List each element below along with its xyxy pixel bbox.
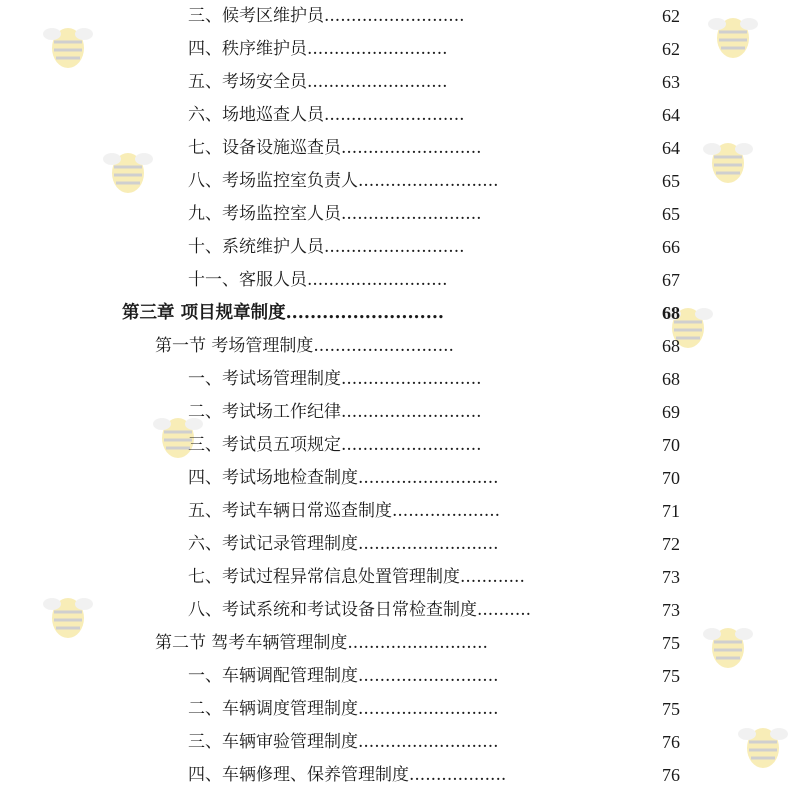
toc-section: [0, 629, 800, 657]
toc-page-number: 75: [662, 699, 680, 719]
toc-page-number: 73: [662, 600, 680, 620]
toc-page-number: 68: [662, 303, 680, 323]
toc-entry-title: 三、车辆审验管理制度..........................: [188, 732, 499, 752]
toc-chapter: [0, 299, 800, 327]
toc-entry-title: 七、设备设施巡查员..........................: [188, 138, 482, 158]
toc-page-number: 65: [662, 171, 680, 191]
toc-page-number: 75: [662, 666, 680, 686]
toc-entry: [0, 35, 800, 63]
toc-section: [0, 332, 800, 360]
toc-entry: [0, 134, 800, 162]
toc-entry-title: 六、场地巡查人员..........................: [188, 105, 465, 125]
toc-page-number: 71: [662, 501, 680, 521]
toc-page-number: 76: [662, 765, 680, 785]
toc-page-number: 64: [662, 138, 680, 158]
toc-entry-title: 二、车辆调度管理制度..........................: [188, 699, 499, 719]
toc-page-number: 72: [662, 534, 680, 554]
toc-entry: [0, 2, 800, 30]
toc-entry-title: 三、考试员五项规定..........................: [188, 435, 482, 455]
toc-entry-title: 第三章 项目规章制度..........................: [122, 303, 444, 323]
toc-entry: [0, 596, 800, 624]
toc-page-number: 68: [662, 336, 680, 356]
toc-entry-title: 十一、客服人员..........................: [188, 270, 448, 290]
toc-entry-title: 八、考场监控室负责人..........................: [188, 171, 499, 191]
toc-entry: [0, 563, 800, 591]
toc-page-number: 64: [662, 105, 680, 125]
toc-entry-title: 第一节 考场管理制度..........................: [155, 336, 454, 356]
toc-entry: [0, 497, 800, 525]
toc-entry-title: 六、考试记录管理制度..........................: [188, 534, 499, 554]
toc-entry: [0, 365, 800, 393]
toc-entry: [0, 68, 800, 96]
toc-entry: [0, 728, 800, 756]
toc-entry-title: 四、秩序维护员..........................: [188, 39, 448, 59]
toc-page-number: 67: [662, 270, 680, 290]
toc-entry: [0, 530, 800, 558]
toc-page-number: 73: [662, 567, 680, 587]
toc-page-number: 68: [662, 369, 680, 389]
toc-entry: [0, 431, 800, 459]
toc-page-number: 65: [662, 204, 680, 224]
toc-entry-title: 四、考试场地检查制度..........................: [188, 468, 499, 488]
toc-entry: [0, 464, 800, 492]
toc-entry: [0, 233, 800, 261]
toc-entry-title: 五、考试车辆日常巡查制度....................: [188, 501, 501, 521]
toc-entry-title: 四、车辆修理、保养管理制度..................: [188, 765, 507, 785]
toc-page-number: 70: [662, 435, 680, 455]
toc-entry-title: 三、候考区维护员..........................: [188, 6, 465, 26]
toc-entry: [0, 695, 800, 723]
toc-page-number: 63: [662, 72, 680, 92]
toc-entry-title: 二、考试场工作纪律..........................: [188, 402, 482, 422]
toc-entry-title: 五、考场安全员..........................: [188, 72, 448, 92]
toc-page-number: 70: [662, 468, 680, 488]
toc-entry: [0, 167, 800, 195]
toc-page-number: 69: [662, 402, 680, 422]
toc-entry-title: 七、考试过程异常信息处置管理制度............: [188, 567, 525, 587]
toc-entry-title: 第二节 驾考车辆管理制度..........................: [155, 633, 488, 653]
toc-page-number: 66: [662, 237, 680, 257]
toc-entry: [0, 200, 800, 228]
toc-entry-title: 十、系统维护人员..........................: [188, 237, 465, 257]
toc-page-number: 76: [662, 732, 680, 752]
toc-page-number: 62: [662, 39, 680, 59]
toc-page-number: 62: [662, 6, 680, 26]
toc-entry-title: 八、考试系统和考试设备日常检查制度..........: [188, 600, 532, 620]
toc-entry: [0, 101, 800, 129]
toc-entry-title: 一、考试场管理制度..........................: [188, 369, 482, 389]
toc-entry: [0, 662, 800, 690]
toc-entry-title: 九、考场监控室人员..........................: [188, 204, 482, 224]
toc-page-number: 75: [662, 633, 680, 653]
toc-entry: [0, 398, 800, 426]
toc-entry: [0, 761, 800, 789]
toc-entry-title: 一、车辆调配管理制度..........................: [188, 666, 499, 686]
toc-entry: [0, 266, 800, 294]
